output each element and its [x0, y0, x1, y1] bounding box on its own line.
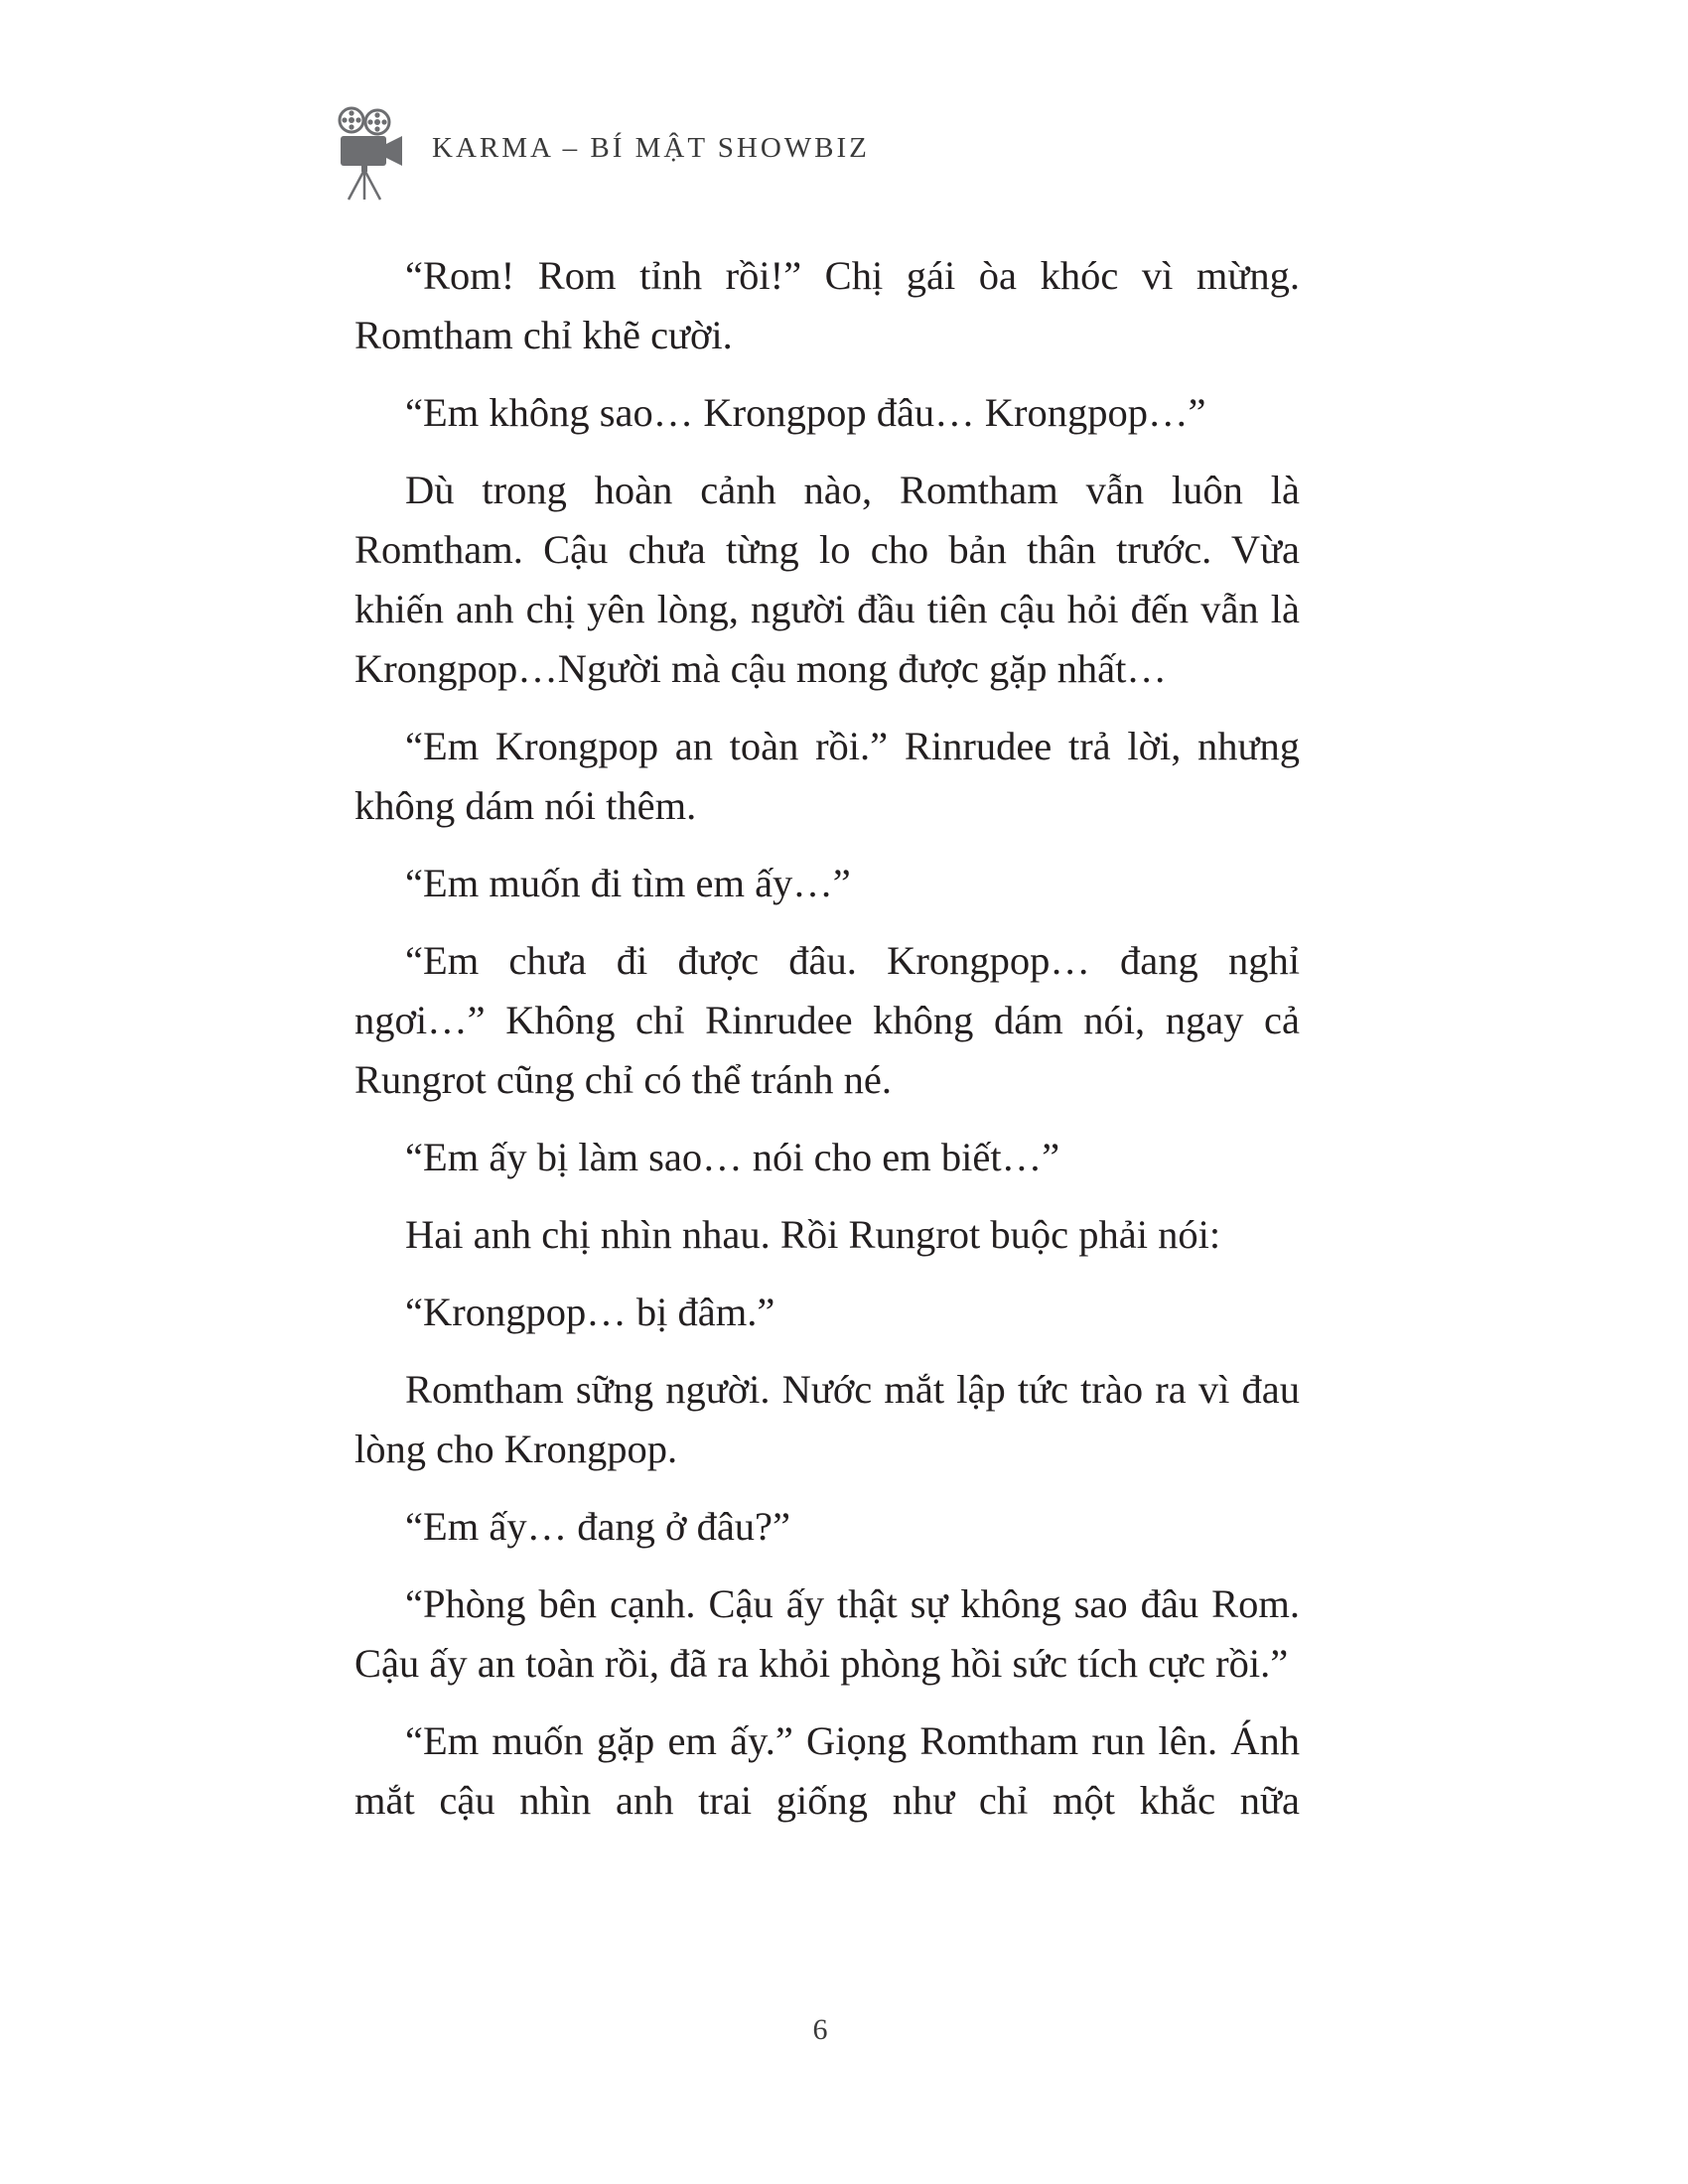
body-text — [354, 246, 1300, 1848]
running-header — [333, 104, 870, 204]
paragraph: Hai anh chị nhìn nhau. Rồi Rungrot buộc phải nói: — [405, 1212, 1221, 1257]
paragraph: “Em muốn gặp em ấy.” Giọng Romtham run lên. Ánh mắt cậu nhìn anh trai giống như chỉ một khắc nữa — [354, 1718, 1300, 1823]
page-number: 6 — [812, 2013, 828, 2046]
paragraph: “Em ấy… đang ở đâu?” — [405, 1504, 791, 1549]
paragraph: Romtham sững người. Nước mắt lập tức trào ra vì đau lòng cho Krongpop. — [354, 1367, 1300, 1471]
running-header-title: KARMA – BÍ MẬT SHOWBIZ — [432, 131, 870, 164]
paragraph: “Rom! Rom tỉnh rồi!” Chị gái òa khóc vì mừng. Romtham chỉ khẽ cười. — [354, 253, 1300, 357]
paragraph: “Em Krongpop an toàn rồi.” Rinrudee trả lời, nhưng không dám nói thêm. — [354, 724, 1300, 828]
paragraph: “Em muốn đi tìm em ấy…” — [405, 861, 851, 905]
paragraph: “Em chưa đi được đâu. Krongpop… đang nghỉ ngơi…” Không chỉ Rinrudee không dám nói, ngay cả Rungrot cũng chỉ có thể tránh né. — [354, 938, 1300, 1102]
paragraph: Dù trong hoàn cảnh nào, Romtham vẫn luôn là Romtham. Cậu chưa từng lo cho bản thân trước. Vừa khiến anh chị yên lòng, người đầu tiên cậu hỏi đến vẫn là Krongpop…Người mà cậu mong được gặp nhất… — [354, 468, 1300, 691]
paragraph: “Phòng bên cạnh. Cậu ấy thật sự không sao đâu Rom. Cậu ấy an toàn rồi, đã ra khỏi phòng hồi sức tích cực rồi.” — [354, 1581, 1300, 1686]
paragraph: “Em không sao… Krongpop đâu… Krongpop…” — [405, 390, 1206, 435]
paragraph: “Em ấy bị làm sao… nói cho em biết…” — [405, 1135, 1060, 1179]
film-camera-icon — [333, 106, 406, 202]
paragraph: “Krongpop… bị đâm.” — [405, 1290, 775, 1334]
